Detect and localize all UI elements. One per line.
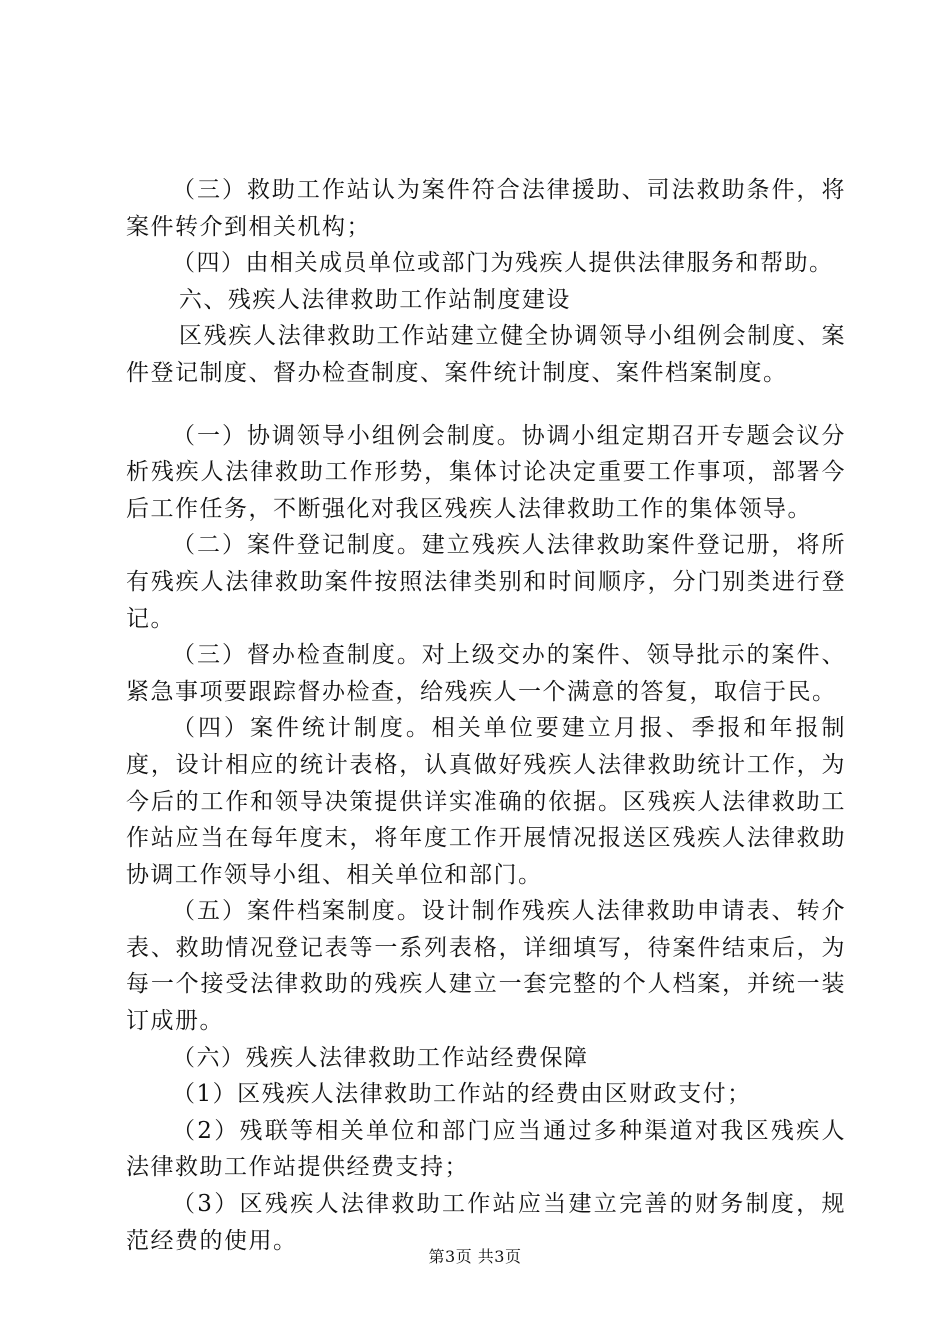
paragraph-funding-item-2: （2）残联等相关单位和部门应当通过多种渠道对我区残疾人法律救助工作站提供经费支持； [126,1117,846,1181]
document-body [126,172,846,1259]
paragraph-meeting-system: （一）协调领导小组例会制度。协调小组定期召开专题会议分析残疾人法律救助工作形势，集体讨论决定重要工作事项，部署今后工作任务，不断强化对我区残疾人法律救助工作的集体领导。 [126,422,846,522]
paragraph-item-3-referral: （三）救助工作站认为案件符合法律援助、司法救助条件，将案件转介到相关机构； [126,177,846,240]
paragraph-funding-item-3: （3）区残疾人法律救助工作站应当建立完善的财务制度，规范经费的使用。 [126,1191,846,1254]
paragraph-supervision-system: （三）督办检查制度。对上级交办的案件、领导批示的案件、紧急事项要跟踪督办检查，给残疾人一个满意的答复，取信于民。 [126,642,846,705]
paragraph-funding-item-1: （1）区残疾人法律救助工作站的经费由区财政支付； [172,1081,752,1108]
section-heading-six: 六、残疾人法律救助工作站制度建设 [178,286,571,313]
paragraph-system-overview: 区残疾人法律救助工作站建立健全协调领导小组例会制度、案件登记制度、督办检查制度、案件统计制度、案件档案制度。 [126,323,846,386]
paragraph-funding-heading: （六）残疾人法律救助工作站经费保障 [172,1044,589,1071]
paragraph-statistics-system: （四）案件统计制度。相关单位要建立月报、季报和年报制度，设计相应的统计表格，认真做好残疾人法律救助统计工作，为今后的工作和领导决策提供详实准确的依据。区残疾人法律救助工作站应当在每年度末，将年度工作开展情况报送区残疾人法律救助协调工作领导小组、相关单位和部门。 [126,715,846,888]
page-number-footer: 第3页 共3页 [428,1247,522,1266]
paragraph-registration-system: （二）案件登记制度。建立残疾人法律救助案件登记册，将所有残疾人法律救助案件按照法律类别和时间顺序，分门别类进行登记。 [126,532,846,632]
paragraph-archive-system: （五）案件档案制度。设计制作残疾人法律救助申请表、转介表、救助情况登记表等一系列表格，详细填写，待案件结束后，为每一个接受法律救助的残疾人建立一套完整的个人档案，并统一装订成册。 [126,898,846,1035]
paragraph-item-4-services: （四）由相关成员单位或部门为残疾人提供法律服务和帮助。 [172,250,834,277]
